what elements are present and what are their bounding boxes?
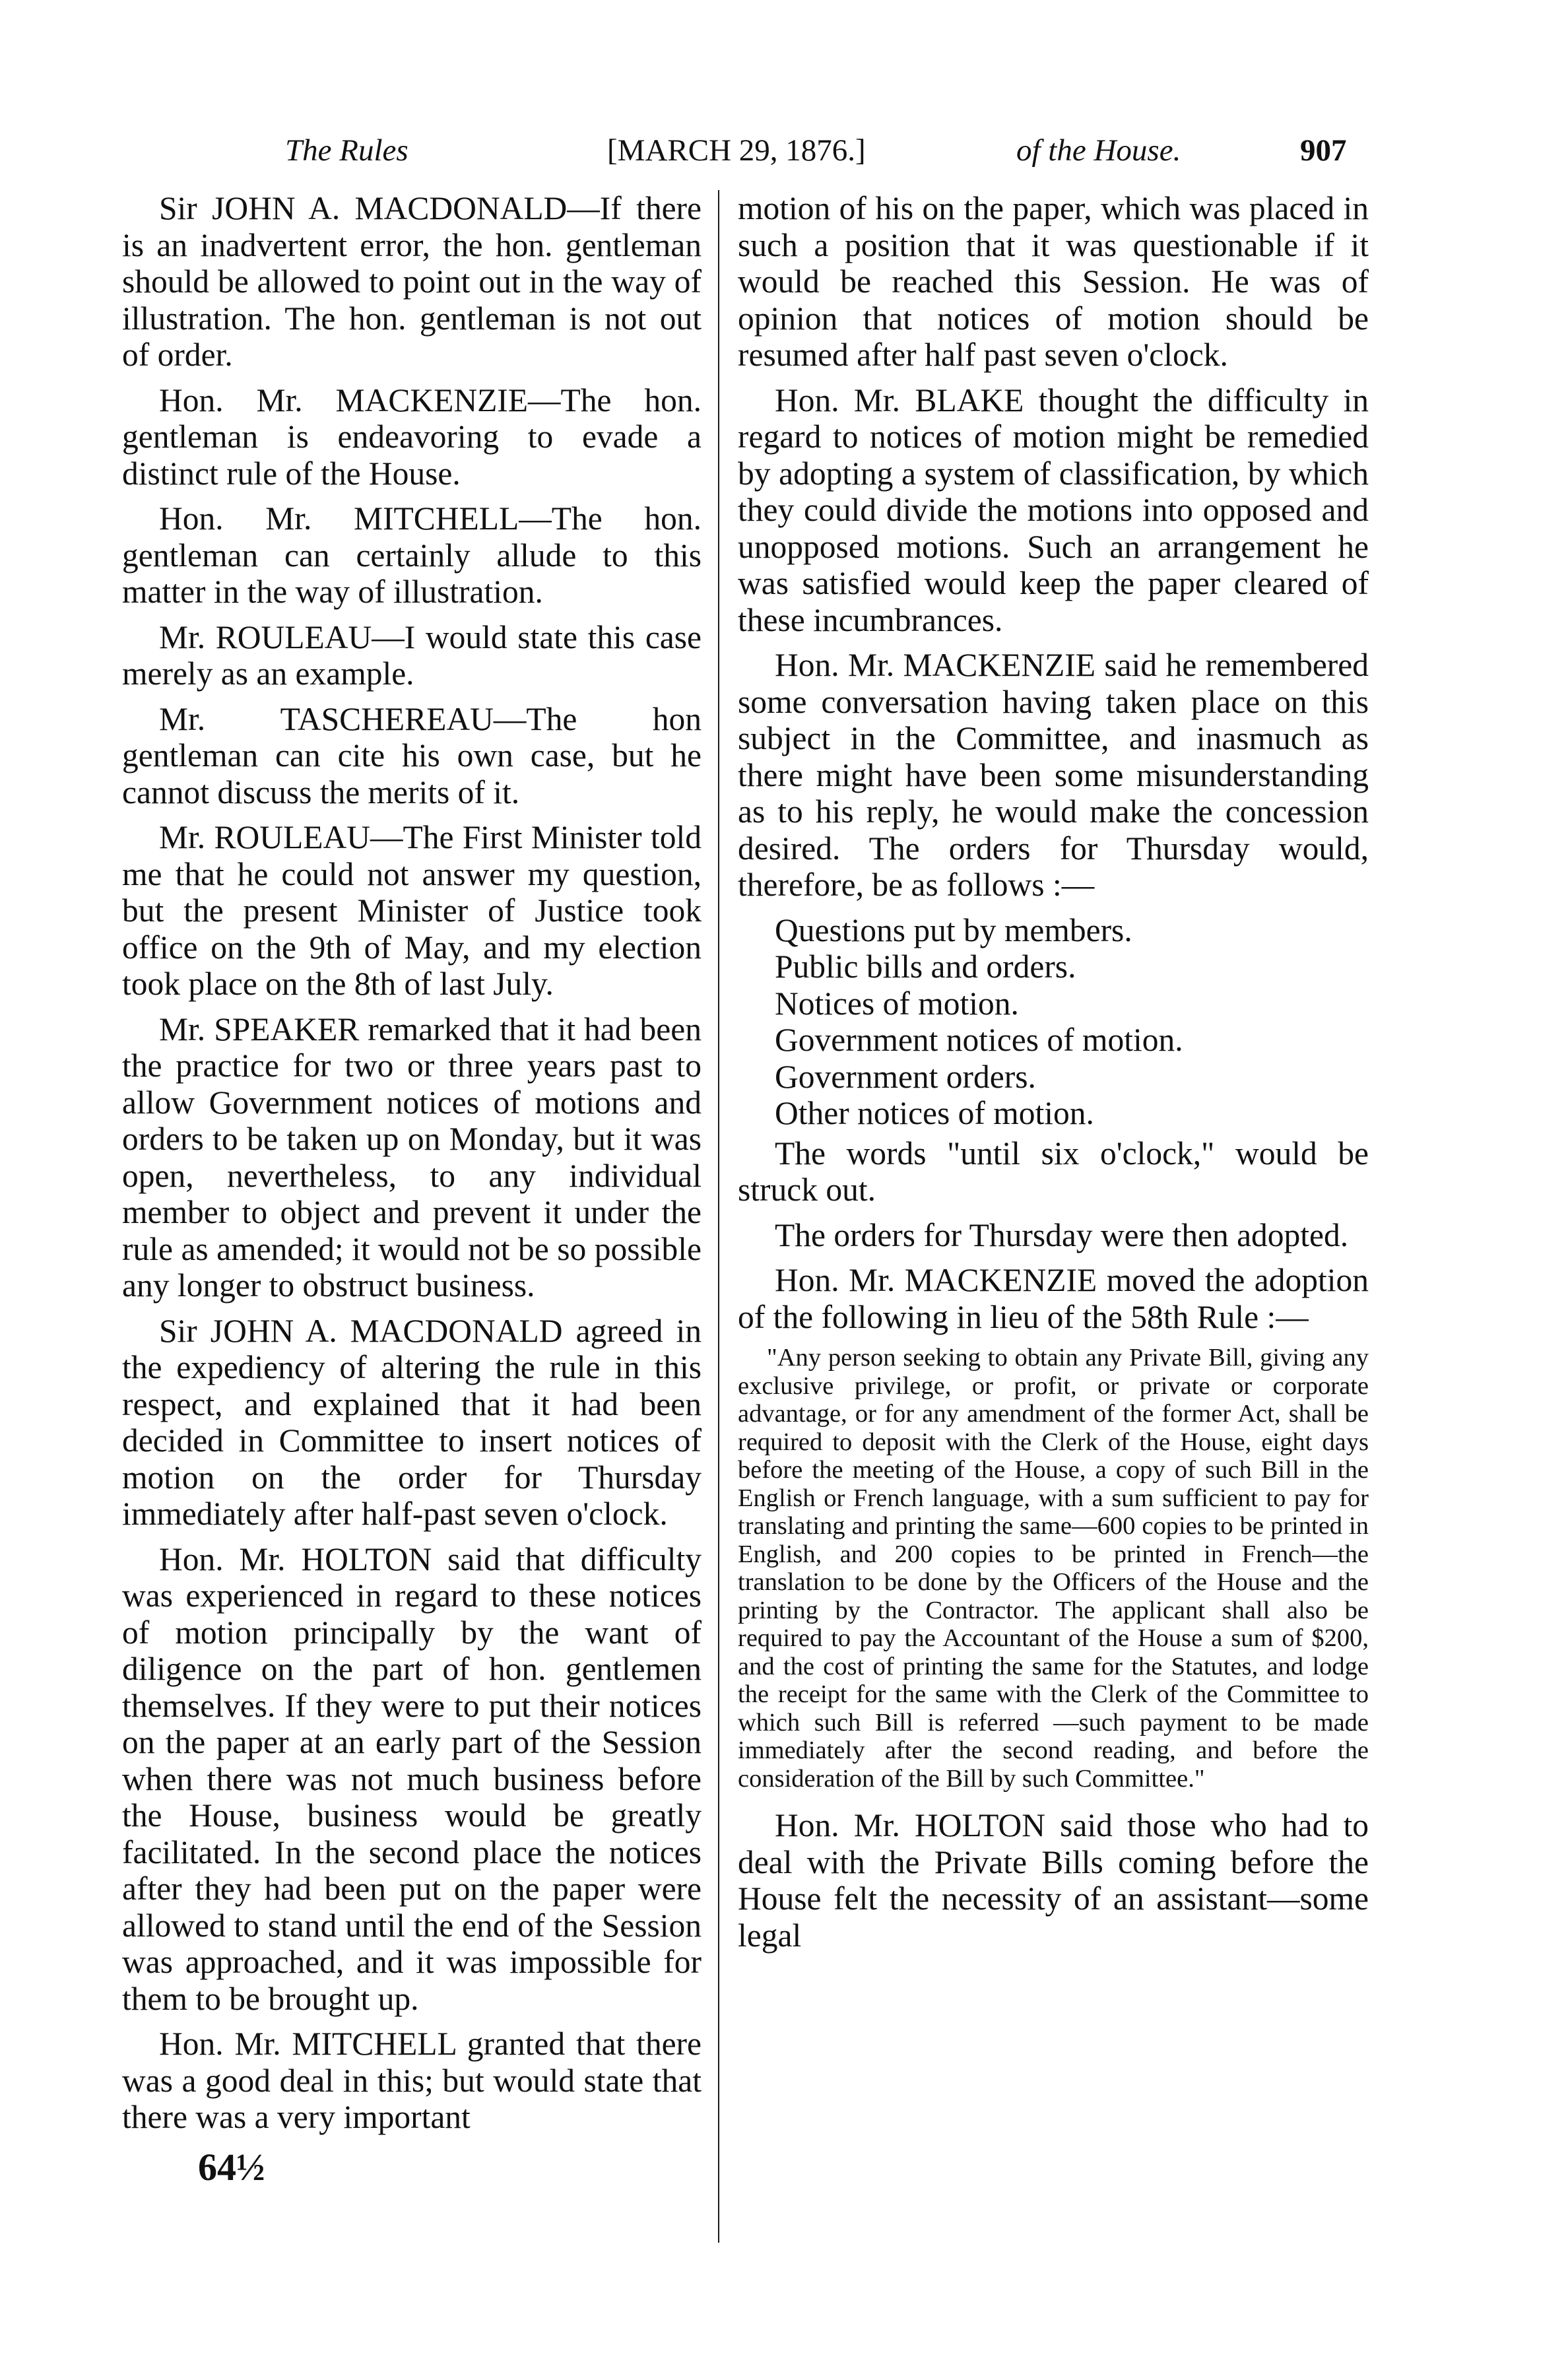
paragraph: Hon. Mr. MACKENZIE said he remembered some conversation having taken place on this subject in the Committee, and inasmuch as there might have been some misunderstanding as to his reply, he would make the concession desired. The orders for Thursday would, therefore, be as follows :— (738, 647, 1369, 903)
paragraph: Hon. Mr. MITCHELL granted that there was a good deal in this; but would state that there was a very important (122, 2026, 702, 2135)
list-item: Questions put by members. (775, 911, 1132, 948)
paragraph: Mr. ROULEAU—I would state this case merely as an example. (122, 618, 702, 692)
page-number: 907 (1300, 133, 1347, 168)
left-column (122, 190, 702, 2144)
right-column (738, 190, 1369, 1962)
paragraph: The orders for Thursday were then adopted. (775, 1216, 1349, 1253)
signature-mark: 64½ (198, 2146, 265, 2189)
list-item: Government orders. (775, 1058, 1036, 1095)
paragraph: Hon. Mr. MITCHELL—The hon. gentleman can certainly allude to this matter in the way of illustration. (122, 500, 702, 610)
paragraph: Sir JOHN A. MACDONALD—If there is an inadvertent error, the hon. gentleman should be allowed to point out in the way of illustration. The hon. gentleman is not out of order. (122, 190, 702, 373)
list-item: Public bills and orders. (775, 948, 1076, 985)
paragraph: Hon. Mr. MACKENZIE moved the adoption of the following in lieu of the 58th Rule :— (738, 1262, 1369, 1335)
paragraph: Mr. SPEAKER remarked that it had been the practice for two or three years past to allow Government notices of motions and orders to be taken up on Monday, but it was open, nevertheless, to any individual member to object and prevent it under the rule as amended; it would not be so possible any longer to obstruct business. (122, 1010, 702, 1304)
paragraph: Hon. Mr. HOLTON said that difficulty was experienced in regard to these notices of motion principally by the want of diligence on the part of hon. gentlemen themselves. If they were to put their notices on the paper at an early part of the Session when there was not much business before the House, business would be greatly facilitated. In the second place the notices after they had been put on the paper were allowed to stand until the end of the Session was approached, and it was impossible for them to be brought up. (122, 1540, 702, 2017)
header-date: [MARCH 29, 1876.] (607, 133, 866, 168)
header-left-title: The Rules (285, 133, 408, 168)
list-item: Notices of motion. (775, 985, 1019, 1022)
paragraph: The words "until six o'clock," would be struck out. (738, 1135, 1369, 1208)
running-header (251, 124, 1366, 177)
paragraph: Sir JOHN A. MACDONALD agreed in the expediency of altering the rule in this respect, and explained that it had been decided in Committee to insert notices of motion on the order for Thursday immediately after half-past seven o'clock. (122, 1312, 702, 1532)
paragraph: Mr. TASCHEREAU—The hon gentleman can cite his own case, but he cannot discuss the merits of it. (122, 700, 702, 810)
rule-quotation: "Any person seeking to obtain any Private Bill, giving any exclusive privilege, or profit, or private or corporate advantage, or for any amendment of the former Act, shall be required to deposit with the Clerk of the House, eight days before the meeting of the House, a copy of such Bill in the English or French language, with a sum sufficient to pay for translating and printing the same—600 copies to be printed in English, and 200 copies to be printed in French—the translation to be done by the Officers of the House and the printing by the Contractor. The applicant shall also be required to pay the Accountant of the House a sum of $200, and the cost of printing the same for the Statutes, and lodge the receipt for the same with the Clerk of the Committee to which such Bill is referred —such payment to be made immediately after the second reading, and before the consideration of the Bill by such Committee." (738, 1344, 1369, 1793)
paragraph: Hon. Mr. HOLTON said those who had to deal with the Private Bills coming before the House felt the necessity of an assistant—some legal (738, 1807, 1369, 1954)
list-item: Other notices of motion. (775, 1095, 1094, 1131)
paragraph: Mr. ROULEAU—The First Minister told me that he could not answer my question, but the present Minister of Justice took office on the 9th of May, and my election took place on the 8th of last July. (122, 819, 702, 1002)
paragraph-continuation: motion of his on the paper, which was placed in such a position that it was questionable if it would be reached this Session. He was of opinion that notices of motion should be resumed after half past seven o'clock. (738, 190, 1369, 373)
paragraph: Hon. Mr. BLAKE thought the difficulty in regard to notices of motion might be remedied by adopting a system of classification, by which they could divide the motions into opposed and unopposed motions. Such an arrangement he was satisfied would keep the paper cleared of these incumbrances. (738, 381, 1369, 638)
paragraph: Hon. Mr. MACKENZIE—The hon. gentleman is endeavoring to evade a distinct rule of the House. (122, 381, 702, 492)
list-item: Government notices of motion. (775, 1022, 1183, 1058)
header-right-title: of the House. (1016, 133, 1181, 168)
orders-list (738, 912, 1369, 1132)
column-divider (718, 190, 719, 2243)
